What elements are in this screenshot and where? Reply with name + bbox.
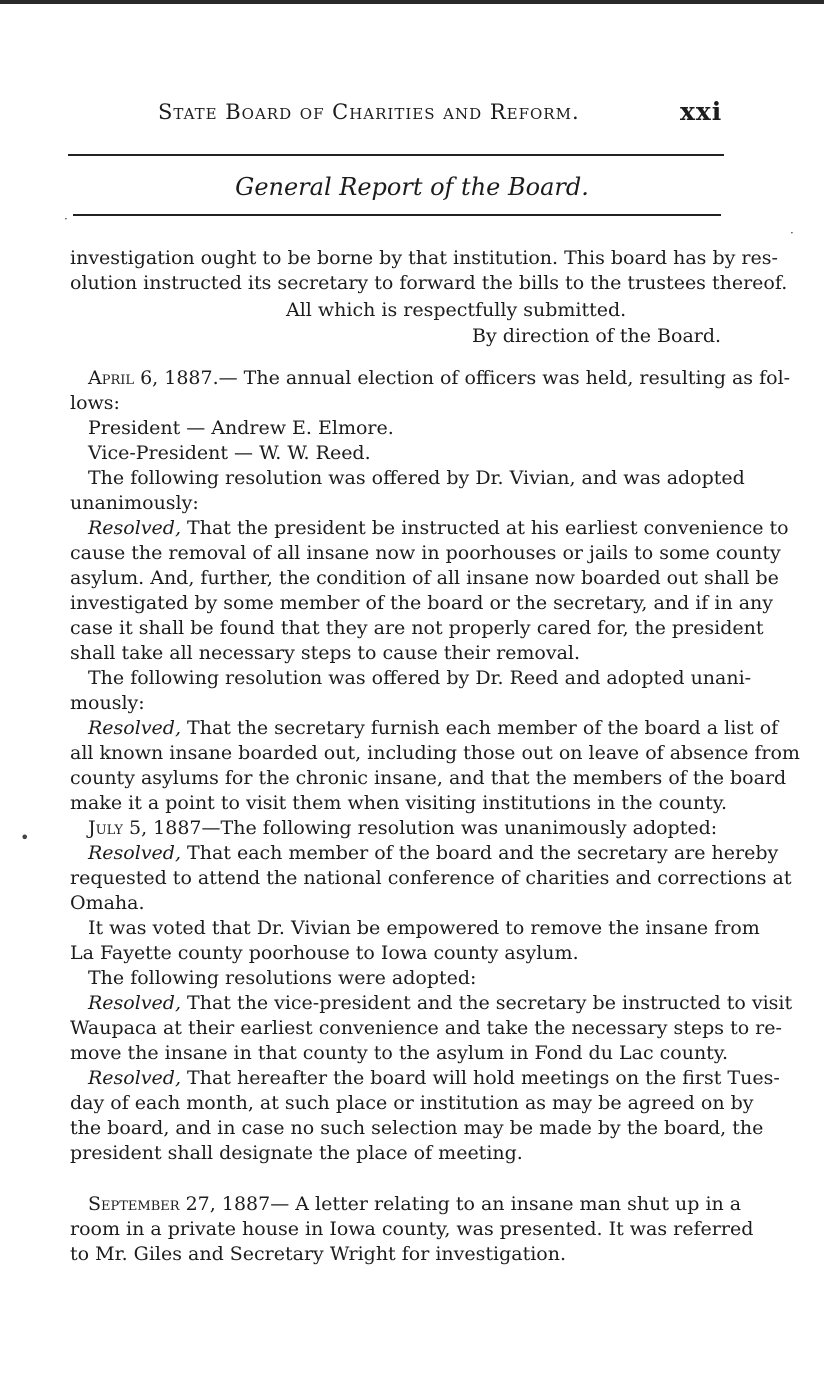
text-line: unanimously: [70,492,199,514]
header-rule-top [68,154,724,156]
officer-vice-president: Vice-President — W. W. Reed. [88,442,371,464]
text-line: Omaha. [70,892,145,914]
text-line: president shall designate the place of meeting. [70,1142,523,1164]
text-line: It was voted that Dr. Vivian be empowered to remove the insane from [88,917,760,939]
text-line: to Mr. Giles and Secretary Wright for investigation. [70,1243,566,1265]
text-line: La Fayette county poorhouse to Iowa county asylum. [70,942,579,964]
text-line: Resolved, That the secretary furnish each member of the board a list of [88,717,779,739]
text-line: all known insane boarded out, including those out on leave of absence from [70,742,800,764]
text-line: mously: [70,692,145,714]
text-line: April 6, 1887.— The annual election of officers was held, resulting as fol- [88,367,791,389]
running-head: State Board of Charities and Reform. [158,100,580,124]
text-line: Resolved, That each member of the board and the secretary are hereby [88,842,779,864]
stray-mark: · [790,226,794,240]
text-line: investigation ought to be borne by that institution. This board has by res- [70,247,778,269]
section-title: General Report of the Board. [235,173,589,201]
stray-mark: • [20,828,30,847]
signature-line: By direction of the Board. [472,325,722,347]
minutes-april [70,366,800,1166]
text-line: The following resolution was offered by Dr. Vivian, and was adopted [88,467,745,489]
text-line: Resolved, That the president be instructed at his earliest convenience to [88,517,789,539]
text-line: case it shall be found that they are not properly cared for, the president [70,617,764,639]
date-september: September 27, 1887 [88,1193,271,1215]
text-line: shall take all necessary steps to cause their removal. [70,642,581,664]
top-edge-rule [0,0,824,4]
text-line: The following resolution was offered by Dr. Reed and adopted unani- [88,667,752,689]
stray-mark: · [64,212,68,226]
text-line: room in a private house in Iowa county, was presented. It was referred [70,1218,754,1240]
text-line: olution instructed its secretary to forward the bills to the trustees thereof. [70,272,788,294]
text-line: requested to attend the national conference of charities and corrections at [70,867,792,889]
text-line: the board, and in case no such selection may be made by the board, the [70,1117,764,1139]
text-line: county asylums for the chronic insane, and that the members of the board [70,767,787,789]
text-line: lows: [70,392,120,414]
text-line: September 27, 1887— A letter relating to an insane man shut up in a [88,1193,742,1215]
text-line: July 5, 1887—The following resolution was unanimously adopted: [88,817,718,839]
text-line: Resolved, That the vice-president and the secretary be instructed to visit [88,992,793,1014]
text-line: asylum. And, further, the condition of all insane now boarded out shall be [70,567,779,589]
text-line: make it a point to visit them when visiting institutions in the county. [70,792,728,814]
text-line: day of each month, at such place or institution as may be agreed on by [70,1092,754,1114]
paragraph-report-end [70,246,788,296]
text-line: Resolved, That hereafter the board will hold meetings on the first Tues- [88,1067,780,1089]
text-line: The following resolutions were adopted: [88,967,477,989]
page-number: xxi [680,97,723,126]
text-line: investigated by some member of the board or the secretary, and if in any [70,592,774,614]
text-line: move the insane in that county to the asylum in Fond du Lac county. [70,1042,729,1064]
text-line: cause the removal of all insane now in poorhouses or jails to some county [70,542,781,564]
text-line: Waupaca at their earliest convenience and take the necessary steps to re- [70,1017,782,1039]
date-july: July 5, 1887 [88,817,202,839]
closing-line: All which is respectfully submitted. [286,299,627,321]
officer-president: President — Andrew E. Elmore. [88,417,394,439]
header-rule-bottom [73,214,721,216]
minutes-september [70,1192,754,1267]
date-april: April 6, 1887. [88,367,219,389]
